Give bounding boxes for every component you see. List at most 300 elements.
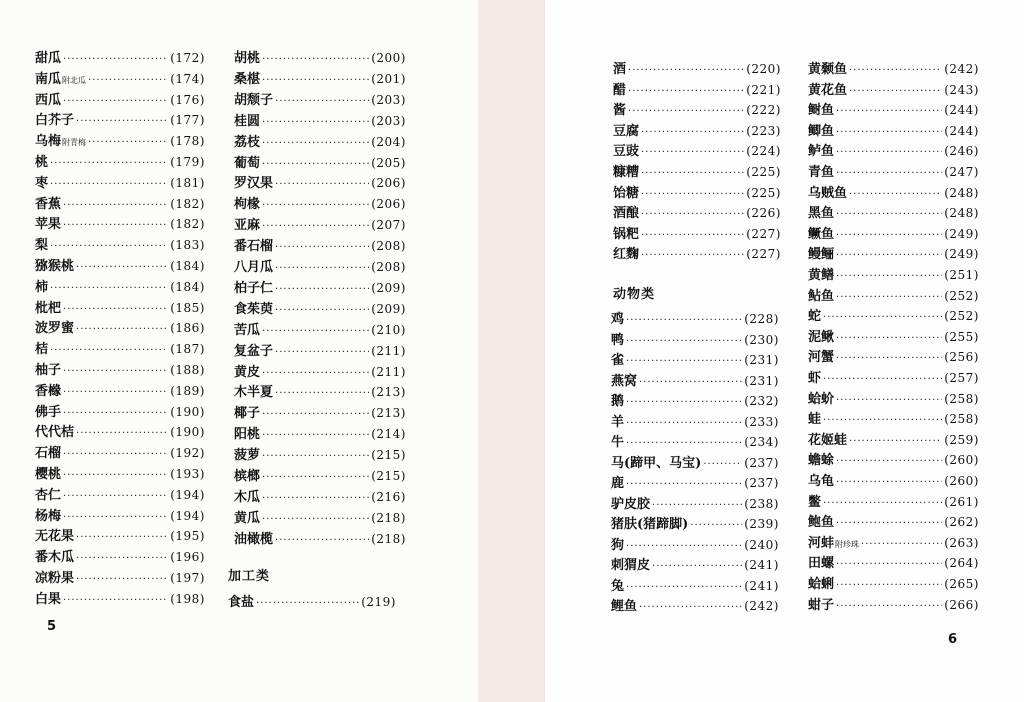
entry-name: 饴糖 (613, 185, 640, 201)
entry-name: 蚶子 (808, 597, 835, 613)
entry-name: 豆腐 (613, 123, 640, 139)
entry-page-number: (179) (170, 155, 205, 169)
entry-page-number: (237) (744, 476, 779, 490)
index-entry (234, 173, 406, 193)
dot-leader (836, 391, 942, 411)
dot-leader (262, 113, 369, 133)
index-entry (234, 69, 406, 89)
entry-page-number: (186) (170, 321, 205, 336)
index-entry (808, 347, 979, 367)
entry-note: 附北瓜 (62, 75, 87, 85)
index-entry (35, 589, 205, 609)
entry-name: 南瓜 (35, 71, 62, 87)
entry-name: 蛙 (808, 412, 822, 428)
dot-leader (836, 288, 942, 308)
dot-leader (836, 267, 942, 287)
entry-page-number: (251) (944, 268, 979, 282)
entry-page-number: (207) (371, 218, 406, 233)
dot-leader (275, 384, 369, 404)
dot-leader (50, 279, 168, 299)
dot-leader (836, 473, 942, 493)
entry-page-number: (244) (944, 123, 979, 138)
entry-page-number: (241) (744, 578, 779, 593)
entry-page-number: (223) (746, 123, 781, 138)
entry-page-number: (219) (361, 595, 396, 609)
index-entry (35, 277, 205, 297)
index-entry (613, 59, 781, 79)
entry-page-number: (184) (170, 259, 205, 273)
dot-leader (262, 217, 369, 237)
dot-leader (823, 308, 942, 328)
entry-page-number: (252) (944, 309, 979, 324)
entry-page-number: (231) (744, 353, 779, 367)
dot-leader (628, 61, 744, 81)
entry-name: 狗 (611, 537, 625, 553)
dot-leader (836, 226, 942, 246)
entry-name: 乌梅 (35, 134, 62, 150)
entry-name: 荔枝 (234, 134, 261, 150)
entry-name: 胡桃 (234, 51, 261, 66)
entry-name: 白芥子 (35, 113, 75, 129)
index-entry (35, 173, 205, 193)
index-entry (234, 320, 406, 340)
left-page (0, 0, 478, 702)
dot-leader (823, 494, 942, 514)
entry-name: 猕猴桃 (35, 259, 75, 274)
index-entry (808, 389, 979, 409)
entry-name: 酒 (613, 62, 627, 77)
index-entry (808, 409, 979, 429)
entry-name: 雀 (611, 353, 625, 368)
page-number: 6 (948, 632, 958, 647)
entry-page-number: (224) (746, 144, 781, 159)
dot-leader (63, 196, 168, 216)
index-entry (234, 529, 406, 549)
index-entry (35, 69, 205, 89)
entry-page-number: (209) (371, 301, 406, 316)
entry-page-number: (184) (170, 279, 205, 294)
entry-page-number: (196) (170, 550, 205, 565)
entry-page-number: (256) (944, 350, 979, 365)
entry-name: 酱 (613, 103, 627, 119)
entry-name: 食茱萸 (234, 301, 274, 317)
index-entry (808, 450, 979, 470)
index-entry (808, 203, 979, 223)
entry-name: 石榴 (35, 446, 62, 462)
dot-leader (63, 591, 168, 611)
index-entry (234, 257, 406, 277)
dot-leader (836, 164, 942, 184)
entry-name: 河蟹 (808, 350, 835, 366)
entry-page-number: (213) (371, 385, 406, 400)
dot-leader (262, 134, 369, 154)
entry-name: 八月瓜 (234, 260, 274, 275)
entry-name: 田螺 (808, 556, 835, 572)
entry-name: 鲫鱼 (808, 123, 835, 139)
entry-name: 苹果 (35, 217, 62, 233)
dot-leader (275, 175, 369, 195)
entry-page-number: (228) (744, 312, 779, 326)
entry-page-number: (185) (170, 300, 205, 315)
entry-page-number: (227) (746, 247, 781, 262)
entry-page-number: (187) (170, 342, 205, 357)
entry-name: 黄颡鱼 (808, 62, 848, 77)
entry-name: 樱桃 (35, 467, 62, 482)
index-entry (808, 183, 979, 203)
entry-page-number: (218) (371, 531, 406, 546)
entry-page-number: (265) (944, 577, 979, 591)
entry-page-number: (252) (944, 288, 979, 303)
entry-page-number: (213) (371, 406, 406, 421)
dot-leader (275, 238, 369, 258)
dot-leader (641, 185, 744, 205)
entry-page-number: (225) (746, 165, 781, 179)
entry-page-number: (248) (944, 206, 979, 221)
entry-name: 花姬蛙 (808, 432, 848, 448)
entry-page-number: (220) (746, 62, 781, 76)
dot-leader (88, 71, 168, 91)
index-entry (611, 555, 779, 575)
entry-page-number: (238) (744, 496, 779, 511)
entry-page-number: (172) (170, 51, 205, 65)
dot-leader (262, 322, 369, 342)
entry-page-number: (237) (744, 455, 779, 470)
dot-leader (652, 557, 742, 577)
entry-name: 无花果 (35, 529, 75, 545)
dot-leader (262, 426, 369, 446)
entry-name: 枇杷 (35, 300, 62, 316)
entry-name: 胡颓子 (234, 92, 274, 108)
index-entry (611, 371, 779, 391)
entry-page-number: (259) (944, 432, 979, 447)
dot-leader (626, 434, 742, 454)
index-entry (611, 350, 779, 370)
index-entry (234, 278, 406, 298)
entry-name: 罗汉果 (234, 176, 274, 192)
entry-name: 代代桔 (35, 425, 75, 441)
entry-page-number: (246) (944, 144, 979, 159)
entry-name: 椰子 (234, 406, 261, 422)
dot-leader (63, 362, 168, 382)
entry-page-number: (266) (944, 597, 979, 612)
index-entry (35, 110, 205, 130)
dot-leader (836, 555, 942, 575)
dot-leader (836, 246, 942, 266)
entry-name: 虾 (808, 371, 822, 386)
entry-page-number: (242) (944, 62, 979, 76)
dot-leader (836, 597, 942, 617)
entry-page-number: (211) (371, 343, 406, 358)
index-entry (611, 596, 779, 616)
dot-leader (823, 411, 942, 431)
dot-leader (836, 576, 942, 596)
entry-name: 波罗蜜 (35, 321, 75, 337)
index-entry (234, 362, 406, 382)
entry-page-number: (182) (170, 196, 205, 211)
index-entry (611, 330, 779, 350)
index-entry (35, 402, 205, 422)
dot-leader (626, 537, 742, 557)
dot-leader (836, 123, 942, 143)
entry-page-number: (181) (170, 175, 205, 190)
index-entry (611, 309, 779, 329)
entry-name: 杨梅 (35, 508, 62, 524)
index-entry (613, 100, 781, 120)
index-entry (613, 224, 781, 244)
entry-name: 油橄榄 (234, 531, 274, 547)
index-entry (808, 80, 979, 100)
entry-name: 木瓜 (234, 489, 261, 505)
entry-page-number: (177) (170, 113, 205, 128)
dot-leader (76, 424, 168, 444)
entry-name: 桂圆 (234, 113, 261, 129)
entry-page-number: (244) (944, 103, 979, 118)
dot-leader (626, 475, 742, 495)
dot-leader (836, 452, 942, 472)
dot-leader (275, 343, 369, 363)
entry-note: 附珍珠 (835, 539, 860, 549)
dot-leader (63, 508, 168, 528)
index-entry (808, 100, 979, 120)
index-entry (613, 80, 781, 100)
entry-page-number: (190) (170, 404, 205, 419)
index-entry (234, 341, 406, 361)
index-entry (35, 90, 205, 110)
index-entry (808, 553, 979, 573)
index-entry (613, 244, 781, 264)
entry-name: 蟾蜍 (808, 453, 835, 469)
index-entry (808, 59, 979, 79)
entry-name: 柿 (35, 279, 49, 295)
entry-page-number: (221) (746, 82, 781, 97)
entry-name: 鳜鱼 (808, 226, 835, 242)
dot-leader (50, 341, 168, 361)
entry-page-number: (194) (170, 508, 205, 523)
dot-leader (641, 205, 744, 225)
entry-name: 鲇鱼 (808, 288, 835, 304)
entry-page-number: (208) (371, 239, 406, 254)
entry-name: 香橼 (35, 383, 62, 399)
dot-leader (262, 447, 369, 467)
dot-leader (849, 185, 942, 205)
entry-name: 香蕉 (35, 196, 62, 212)
index-entry (35, 131, 205, 151)
entry-name: 猪肤(猪蹄脚) (611, 517, 689, 532)
entry-name: 阳桃 (234, 427, 261, 443)
dot-leader (63, 383, 168, 403)
index-entry (808, 533, 979, 553)
index-entry (35, 547, 205, 567)
entry-name: 杏仁 (35, 487, 62, 503)
index-entry (234, 236, 406, 256)
entry-page-number: (189) (170, 383, 205, 398)
entry-name: 青鱼 (808, 165, 835, 180)
index-entry (35, 48, 205, 68)
index-entry (611, 494, 779, 514)
dot-leader (836, 102, 942, 122)
entry-name: 红麴 (613, 247, 640, 263)
index-entry (808, 265, 979, 285)
entry-name: 乌龟 (808, 474, 835, 489)
entry-page-number: (263) (944, 535, 979, 550)
index-entry (611, 514, 779, 534)
entry-page-number: (233) (744, 414, 779, 429)
dot-leader (849, 61, 942, 81)
dot-leader (836, 349, 942, 369)
entry-page-number: (218) (371, 510, 406, 525)
entry-name: 凉粉果 (35, 571, 75, 586)
index-entry (35, 298, 205, 318)
dot-leader (256, 594, 359, 614)
entry-page-number: (249) (944, 226, 979, 241)
index-entry (808, 492, 979, 512)
dot-leader (262, 405, 369, 425)
dot-leader (76, 258, 168, 278)
entry-name: 兔 (611, 578, 625, 594)
entry-name: 番木瓜 (35, 550, 75, 566)
entry-name: 黄瓜 (234, 510, 261, 526)
entry-name: 番石榴 (234, 239, 274, 255)
dot-leader (76, 528, 168, 548)
index-entry (35, 443, 205, 463)
entry-page-number: (210) (371, 322, 406, 337)
entry-name: 甜瓜 (35, 51, 62, 66)
entry-name: 复盆子 (234, 343, 274, 359)
dot-leader (652, 496, 742, 516)
index-entry (808, 162, 979, 182)
dot-leader (262, 196, 369, 216)
entry-name: 食盐 (228, 595, 255, 610)
entry-name: 鲍鱼 (808, 515, 835, 531)
dot-leader (861, 535, 942, 555)
entry-name: 豆豉 (613, 144, 640, 160)
entry-page-number: (222) (746, 103, 781, 118)
dot-leader (76, 320, 168, 340)
entry-page-number: (241) (744, 558, 779, 572)
index-entry (234, 215, 406, 235)
entry-page-number: (216) (371, 489, 406, 504)
dot-leader (262, 510, 369, 530)
index-entry (611, 535, 779, 555)
dot-leader (836, 329, 942, 349)
dot-leader (849, 82, 942, 102)
index-entry (613, 121, 781, 141)
entry-page-number: (225) (746, 185, 781, 200)
dot-leader (836, 143, 942, 163)
dot-leader (275, 531, 369, 551)
entry-name: 桃 (35, 155, 49, 170)
entry-name: 鹿 (611, 476, 625, 491)
dot-leader (836, 205, 942, 225)
dot-leader (262, 71, 369, 91)
dot-leader (626, 332, 742, 352)
index-entry (808, 430, 979, 450)
entry-page-number: (203) (371, 92, 406, 107)
entry-page-number: (198) (170, 591, 205, 606)
dot-leader (641, 123, 744, 143)
entry-page-number: (178) (170, 134, 205, 149)
dot-leader (626, 311, 742, 331)
entry-page-number: (215) (371, 448, 406, 463)
right-page (545, 0, 1024, 702)
entry-name: 木半夏 (234, 385, 274, 401)
entry-page-number: (194) (170, 487, 205, 502)
dot-leader (275, 301, 369, 321)
index-entry (234, 487, 406, 507)
index-entry (234, 466, 406, 486)
page-gutter (478, 0, 545, 702)
entry-page-number: (227) (746, 226, 781, 241)
entry-name: 鸡 (611, 312, 625, 327)
entry-page-number: (260) (944, 453, 979, 468)
section-heading-processed: 加工类 (228, 569, 271, 584)
entry-page-number: (204) (371, 134, 406, 149)
index-entry (35, 214, 205, 234)
dot-leader (262, 468, 369, 488)
index-entry (35, 464, 205, 484)
entry-page-number: (257) (944, 371, 979, 385)
index-entry (611, 453, 779, 473)
dot-leader (626, 578, 742, 598)
index-entry (234, 111, 406, 131)
entry-page-number: (262) (944, 515, 979, 530)
dot-leader (849, 432, 942, 452)
dot-leader (641, 143, 744, 163)
index-entry (808, 141, 979, 161)
index-entry (613, 203, 781, 223)
page-number: 5 (47, 619, 57, 634)
entry-name: 鲥鱼 (808, 103, 835, 119)
dot-leader (836, 514, 942, 534)
index-entry (613, 183, 781, 203)
index-entry (613, 162, 781, 182)
dot-leader (63, 300, 168, 320)
index-entry (234, 445, 406, 465)
entry-page-number: (258) (944, 412, 979, 427)
dot-leader (626, 414, 742, 434)
dot-leader (703, 455, 742, 475)
index-entry (35, 152, 205, 172)
index-entry (808, 471, 979, 491)
entry-name: 酒酿 (613, 206, 640, 222)
entry-name: 蛇 (808, 309, 822, 325)
index-entry (234, 403, 406, 423)
entry-name: 西瓜 (35, 92, 62, 108)
entry-page-number: (232) (744, 394, 779, 408)
entry-page-number: (205) (371, 155, 406, 170)
index-entry (234, 90, 406, 110)
index-entry (35, 194, 205, 214)
entry-page-number: (249) (944, 247, 979, 262)
entry-page-number: (264) (944, 556, 979, 571)
entry-name: 鳖 (808, 494, 822, 510)
entry-page-number: (206) (371, 197, 406, 212)
index-entry (35, 422, 205, 442)
entry-page-number: (258) (944, 391, 979, 406)
dot-leader (63, 487, 168, 507)
entry-page-number: (176) (170, 92, 205, 107)
index-entry (611, 391, 779, 411)
entry-page-number: (240) (744, 537, 779, 552)
entry-name: 鲤鱼 (611, 599, 638, 614)
dot-leader (76, 549, 168, 569)
entry-name: 蛤蚧 (808, 391, 835, 407)
entry-page-number: (190) (170, 425, 205, 440)
dot-leader (76, 112, 168, 132)
dot-leader (639, 598, 742, 618)
entry-page-number: (188) (170, 363, 205, 377)
dot-leader (641, 164, 744, 184)
